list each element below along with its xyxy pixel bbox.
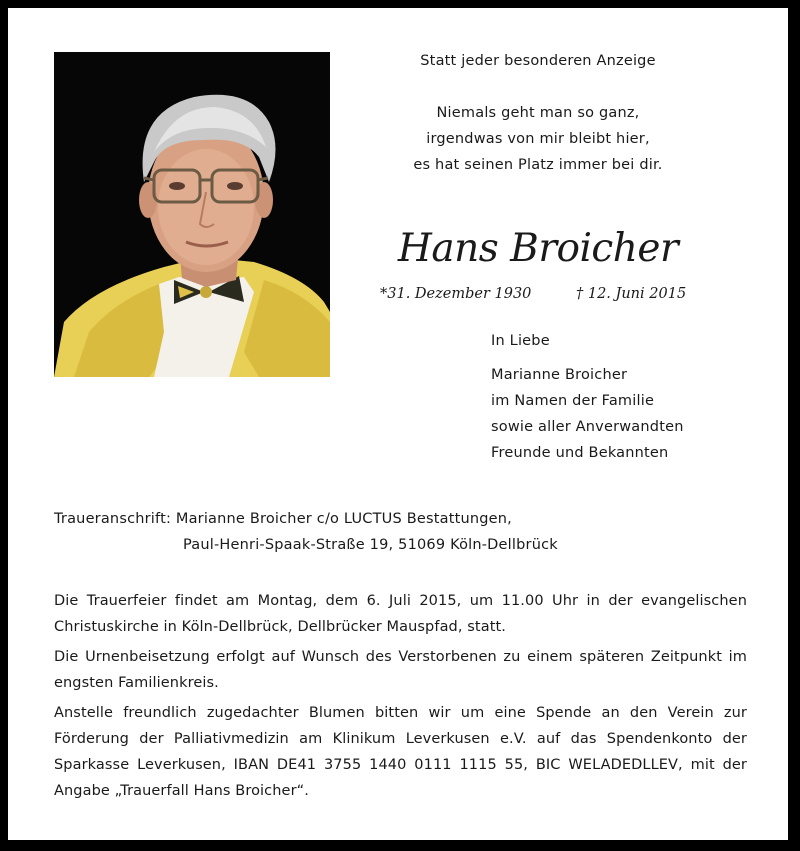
mourner-line: sowie aller Anverwandten (491, 419, 684, 435)
deceased-name: Hans Broicher (397, 226, 679, 271)
poem-line: es hat seinen Platz immer bei dir. (413, 157, 663, 173)
mourners-block (491, 328, 684, 466)
poem-line: Niemals geht man so ganz, (436, 105, 640, 121)
address-line: Paul-Henri-Spaak-Straße 19, 51069 Köln-Dellbrück (183, 537, 558, 553)
notice-line: Statt jeder besonderen Anzeige (420, 53, 656, 69)
details-paragraph: Die Urnenbeisetzung erfolgt auf Wunsch des Verstorbenen zu einem späteren Zeitpunkt im engsten Familienkreis. (54, 649, 747, 691)
obituary-notice (8, 8, 788, 840)
notice-header (368, 48, 708, 178)
address-line: Traueranschrift: Marianne Broicher c/o LUCTUS Bestattungen, (54, 511, 512, 527)
portrait-image (54, 52, 330, 377)
details-paragraph: Die Trauerfeier findet am Montag, dem 6. Juli 2015, um 11.00 Uhr in der evangelischen Christuskirche in Köln-Dellbrück, Dellbrücker Mauspfad, statt. (54, 593, 747, 635)
mourner-line: im Namen der Familie (491, 393, 655, 409)
birth-date: *31. Dezember 1930 (380, 286, 532, 302)
mourning-address (54, 506, 558, 558)
poem-line: irgendwas von mir bleibt hier, (426, 131, 650, 147)
details-paragraph: Anstelle freundlich zugedachter Blumen bitten wir um eine Spende an den Verein zur Förderung der Palliativmedizin am Klinikum Leverkusen e.V. auf das Spendenkonto der Sparkasse Leverkusen, IBAN DE41 3755 1440 0111 1115 55, BIC WELADEDLLEV, mit der Angabe „Trauerfall Hans Broicher“. (54, 705, 747, 799)
life-dates (380, 286, 700, 302)
portrait-photo (54, 52, 330, 377)
death-date: † 12. Juni 2015 (576, 286, 687, 302)
mourners-intro: In Liebe (491, 333, 550, 349)
mourner-line: Freunde und Bekannten (491, 445, 669, 461)
funeral-details (54, 588, 747, 808)
mourner-line: Marianne Broicher (491, 367, 628, 383)
